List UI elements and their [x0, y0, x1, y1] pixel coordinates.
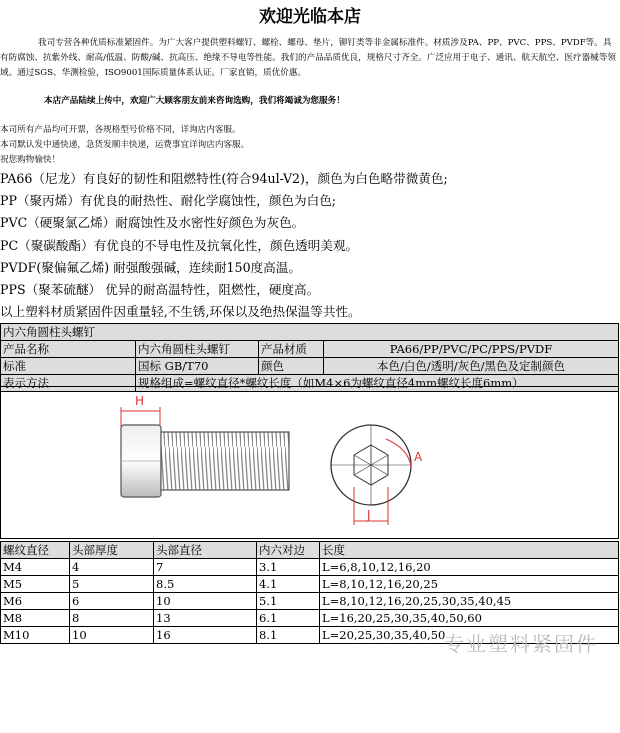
material-pvdf: PVDF(聚偏氟乙烯) 耐强酸强碱，连续耐150度高温。 [0, 260, 301, 275]
invoice-note: 本司所有产品均可开票，各规格型号价格不同，详询店内客服。 [0, 125, 241, 135]
table-cell: 5 [70, 576, 154, 593]
spec-cell: PA66/PP/PVC/PC/PPS/PVDF [324, 341, 619, 358]
label-h: H [135, 394, 145, 408]
spec-cell: 规格组成=螺纹直径*螺纹长度（如M4×6为螺纹直径4mm螺纹长度6mm） [136, 375, 619, 392]
page-title: 欢迎光临本店 [259, 7, 361, 27]
material-pc: PC（聚碳酸酯）有优良的不导电性及抗氧化性，颜色透明美观。 [0, 238, 359, 253]
column-header: 螺纹直径 [1, 542, 70, 559]
column-header: 头部厚度 [70, 542, 154, 559]
table-cell: 4.1 [257, 576, 320, 593]
spec-cell: 内六角圆柱头螺钉 [136, 341, 259, 358]
spec-table [0, 323, 619, 392]
table-cell: 8.1 [257, 627, 320, 644]
label-j: J [367, 508, 371, 522]
h-dimension [121, 394, 160, 427]
table-cell: L=8,10,12,16,20,25 [320, 576, 619, 593]
material-pa66: PA66（尼龙）有良好的韧性和阻燃特性(符合94ul-V2)，颜色为白色略带微黄色; [0, 171, 448, 186]
table-cell: M4 [1, 559, 70, 576]
table-cell: M6 [1, 593, 70, 610]
table-cell: 8 [70, 610, 154, 627]
table-cell: 6 [70, 593, 154, 610]
label-a: A [414, 450, 423, 464]
column-header: 内六对边 [257, 542, 320, 559]
greeting-note: 祝您购物愉快！ [0, 155, 61, 165]
screw-threads [161, 432, 289, 490]
table-cell: M5 [1, 576, 70, 593]
column-header: 头部直径 [154, 542, 257, 559]
table-row [1, 559, 619, 576]
table-cell: 5.1 [257, 593, 320, 610]
table-row [1, 576, 619, 593]
table-cell: M10 [1, 627, 70, 644]
screw-drawing [1, 387, 618, 538]
table-cell: 3.1 [257, 559, 320, 576]
table-cell: 8.5 [154, 576, 257, 593]
material-summary: 以上塑料材质紧固件因重量轻,不生锈,环保以及绝热保温等共性。 [0, 304, 361, 319]
table-cell: 10 [154, 593, 257, 610]
table-cell: 7 [154, 559, 257, 576]
table-row [1, 593, 619, 610]
spec-cell: 国标 GB/T70 [136, 358, 259, 375]
spec-cell: 标准 [1, 358, 136, 375]
screw-diagram [0, 386, 619, 539]
table-cell: M8 [1, 610, 70, 627]
table-cell: L=16,20,25,30,35,40,50,60 [320, 610, 619, 627]
notice-text: 本店产品陆续上传中，欢迎广大顾客朋友前来咨询选购，我们将竭诚为您服务！ [44, 96, 345, 106]
table-cell: 6.1 [257, 610, 320, 627]
shipping-note: 本司默认发中通快递，急货发顺丰快递，运费事宜详询店内客服。 [0, 140, 250, 150]
spec-cell: 产品名称 [1, 341, 136, 358]
intro-paragraph: 我司专营各种优质标准紧固件。为广大客户提供塑料螺钉、螺栓、螺母、垫片，铆钉类等非金属标准件。材质涉及PA、PP、PVC、PPS、PVDF等。具有防腐蚀、抗紫外线、耐高/低温、防酸/碱、抗高压、绝缘不导电等性能。我们的产品品质优良，规格尺寸齐全。广泛应用于电子、通讯、航天航空、医疗器械等领域。通过SGS、华测检验，ISO9001国际质量体系认证。厂家直销，质优价惠。 [0, 38, 616, 78]
end-view [331, 425, 423, 525]
spec-cell: 产品材质 [259, 341, 324, 358]
table-row [1, 610, 619, 627]
table-cell: L=6,8,10,12,16,20 [320, 559, 619, 576]
spec-heading: 内六角圆柱头螺钉 [1, 324, 619, 341]
table-cell: 10 [70, 627, 154, 644]
material-pvc: PVC（硬聚氯乙烯）耐腐蚀性及水密性好颜色为灰色。 [0, 215, 305, 230]
table-cell: L=8,10,12,16,20,25,30,35,40,45 [320, 593, 619, 610]
material-pp: PP（聚丙烯）有优良的耐热性、耐化学腐蚀性，颜色为白色; [0, 193, 337, 208]
table-cell: 4 [70, 559, 154, 576]
spec-cell: 表示方法 [1, 375, 136, 392]
material-pps: PPS（聚苯硫醚） 优异的耐高温特性，阻燃性，硬度高。 [0, 282, 320, 297]
column-header: 长度 [320, 542, 619, 559]
watermark: 专业塑料紧固件 [444, 632, 598, 656]
table-cell: 13 [154, 610, 257, 627]
table-cell: L=20,25,30,35,40,50 [320, 627, 619, 644]
size-table-header [1, 542, 619, 559]
spec-cell: 颜色 [259, 358, 324, 375]
table-cell: 16 [154, 627, 257, 644]
spec-cell: 本色/白色/透明/灰色/黑色及定制颜色 [324, 358, 619, 375]
